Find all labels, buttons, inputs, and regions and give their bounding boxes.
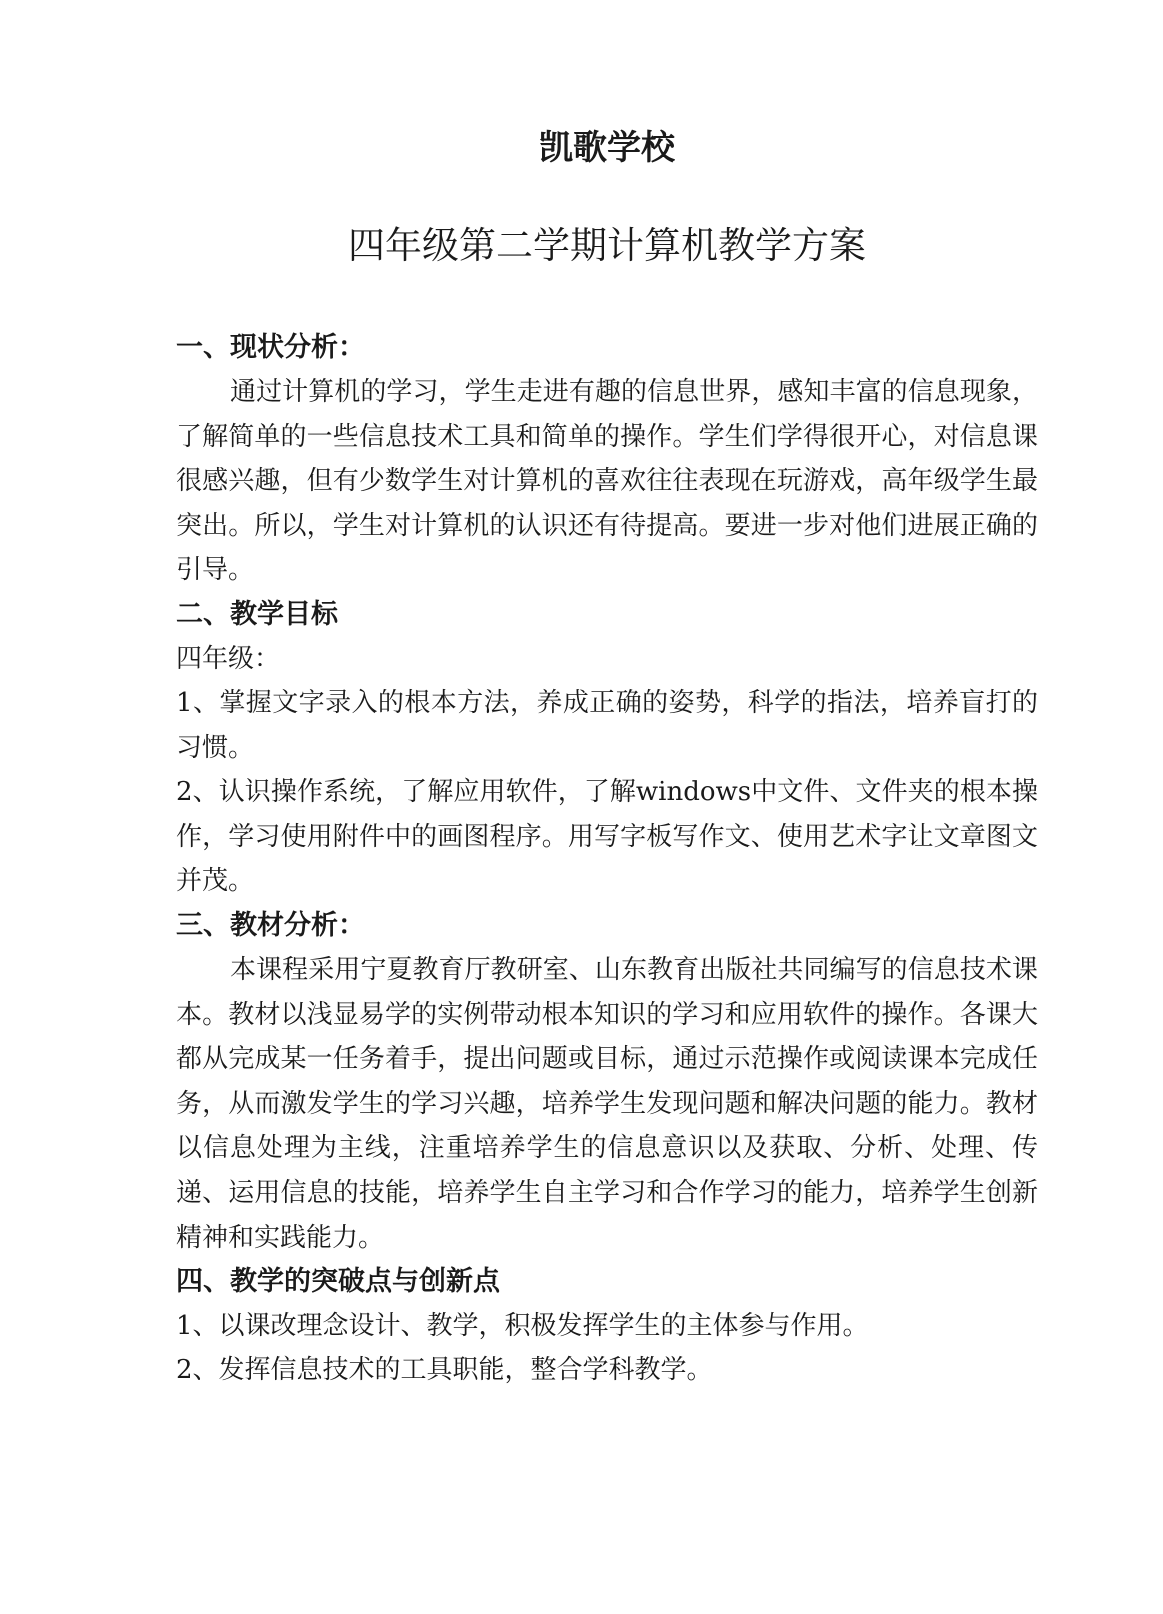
section-paragraph: 通过计算机的学习，学生走进有趣的信息世界，感知丰富的信息现象，了解简单的一些信息技术工具和简单的操作。学生们学得很开心，对信息课很感兴趣，但有少数学生对计算机的喜欢往往表现在玩游戏，高年级学生最突出。所以，学生对计算机的认识还有待提高。要进一步对他们进展正确的引导。: [176, 377, 1038, 586]
section-material-analysis: [176, 904, 1038, 1260]
section-heading: 一、现状分析：: [176, 332, 365, 363]
innovation-item: 2、发挥信息技术的工具职能，整合学科教学。: [176, 1355, 713, 1386]
grade-label: 四年级：: [176, 643, 281, 674]
section-current-analysis: [176, 326, 1038, 593]
document-body: [176, 326, 1038, 1392]
goal-item: 1、掌握文字录入的根本方法，养成正确的姿势，科学的指法，培养盲打的习惯。: [176, 687, 1038, 763]
section-heading: 二、教学目标: [176, 598, 338, 630]
document-title: 四年级第二学期计算机教学方案: [348, 224, 866, 267]
section-paragraph: 本课程采用宁夏教育厅教研室、山东教育出版社共同编写的信息技术课本。教材以浅显易学的实例带动根本知识的学习和应用软件的操作。各课大都从完成某一任务着手，提出问题或目标，通过示范操作或阅读课本完成任务，从而激发学生的学习兴趣，培养学生发现问题和解决问题的能力。教材以信息处理为主线，注重培养学生的信息意识以及获取、分析、处理、传递、运用信息的技能，培养学生自主学习和合作学习的能力，培养学生创新精神和实践能力。: [176, 954, 1038, 1253]
innovation-item: 1、以课改理念设计、教学，积极发挥学生的主体参与作用。: [176, 1311, 869, 1342]
section-teaching-goals: [176, 593, 1038, 904]
school-name: 凯歌学校: [539, 128, 675, 168]
section-heading: 三、教材分析：: [176, 909, 365, 941]
section-heading: 四、教学的突破点与创新点: [176, 1266, 500, 1298]
goal-item: 2、认识操作系统，了解应用软件，了解windows中文件、文件夹的根本操作，学习使用附件中的画图程序。用写字板写作文、使用艺术字让文章图文并茂。: [176, 777, 1038, 897]
section-breakthrough-innovation: [176, 1260, 1038, 1392]
document-content: [176, 124, 1038, 1392]
